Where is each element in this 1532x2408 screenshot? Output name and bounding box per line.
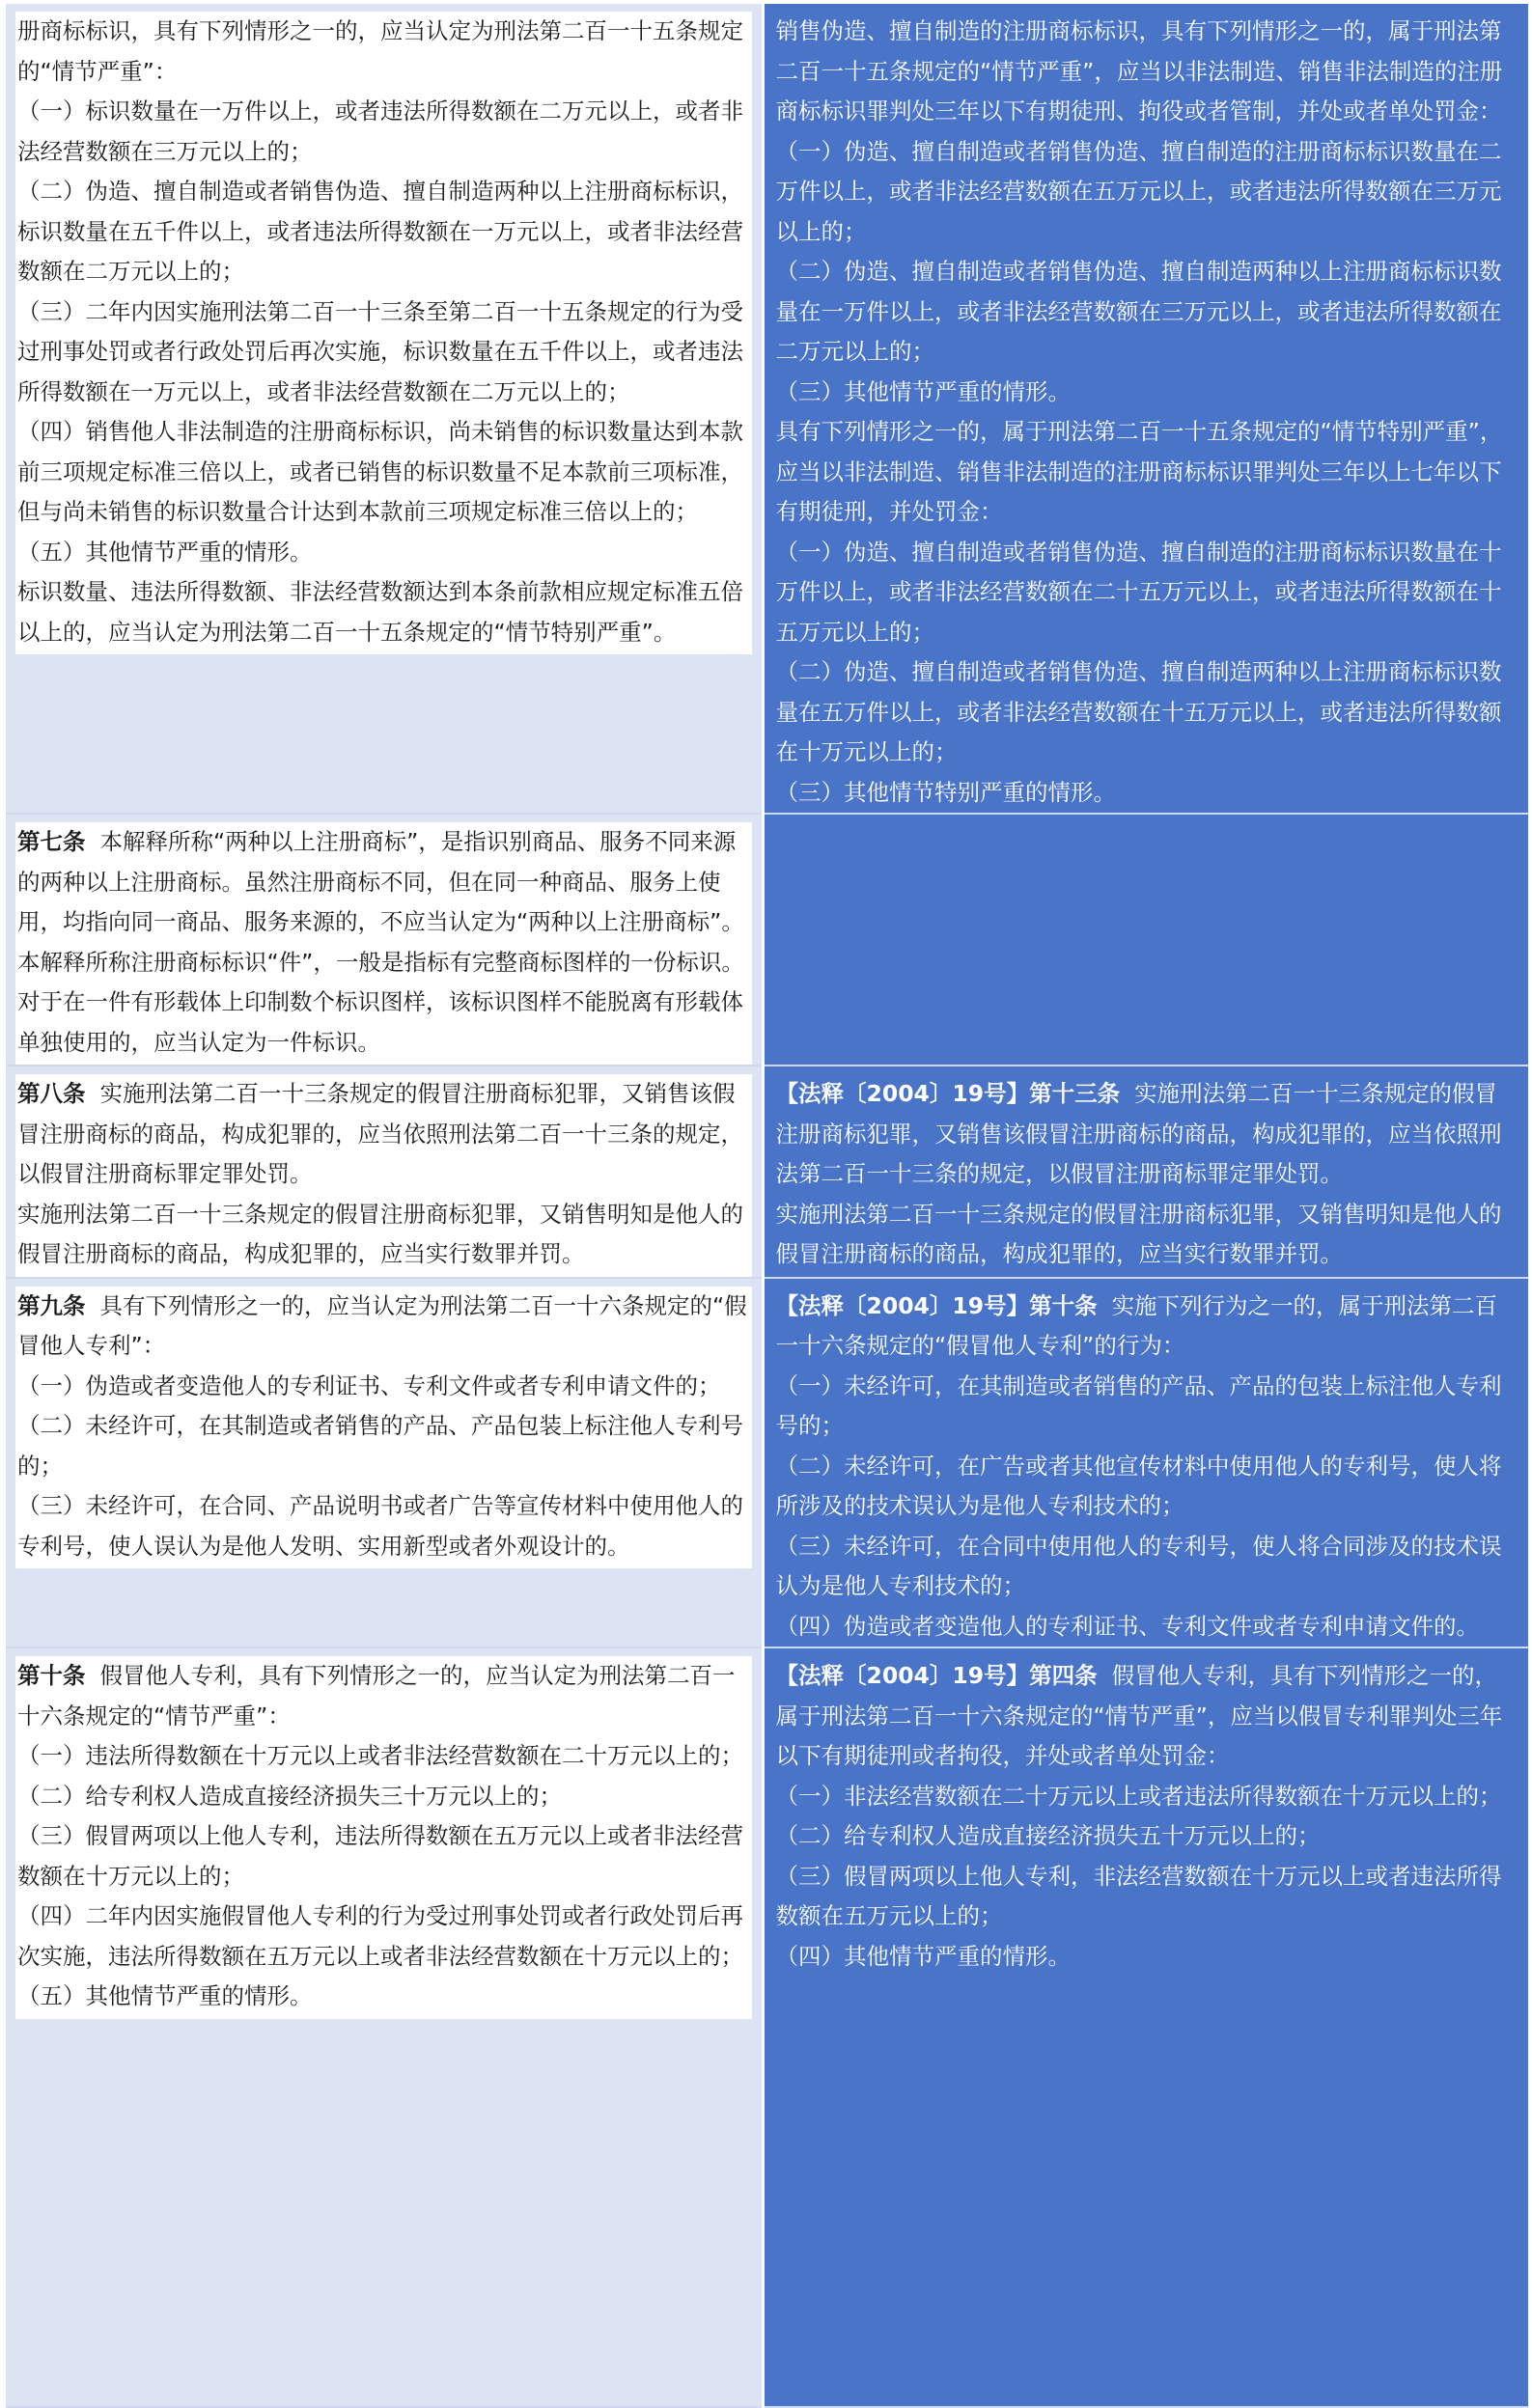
right-paragraph: （四）伪造或者变造他人的专利证书、专利文件或者专利申请文件的。: [775, 1612, 1479, 1640]
right-paragraph: （二）伪造、擅自制造或者销售伪造、擅自制造两种以上注册商标标识数量在一万件以上，或者非法经营数额在三万元以上，或者违法所得数额在二万元以上的；: [775, 258, 1502, 365]
table-row: [6, 1066, 1528, 1278]
article-number: 第十条: [17, 1662, 86, 1689]
left-paragraph: [15, 1287, 752, 1367]
source-citation: 【法释〔2004〕19号】第十三条: [775, 1080, 1121, 1107]
left-paragraph: （一）标识数量在一万件以上，或者违法所得数额在二万元以上，或者非法经营数额在三万元以上的；: [15, 92, 752, 172]
right-paragraph: （三）未经许可，在合同中使用他人的专利号，使人将合同涉及的技术误认为是他人专利技术的；: [775, 1532, 1502, 1599]
left-paragraph: [15, 822, 752, 943]
right-paragraph: （一）非法经营数额在二十万元以上或者违法所得数额在十万元以上的；: [775, 1782, 1502, 1810]
right-paragraph: （一）未经许可，在其制造或者销售的产品、产品的包装上标注他人专利号的；: [775, 1371, 1502, 1439]
right-cell: [763, 1066, 1528, 1278]
right-paragraph: [776, 1656, 1518, 1777]
article-number: 第七条: [17, 828, 86, 855]
left-paragraph: （一）伪造或者变造他人的专利证书、专利文件或者专利申请文件的；: [15, 1367, 752, 1407]
left-paragraph: （二）给专利权人造成直接经济损失三十万元以上的；: [15, 1777, 752, 1817]
table-row: [6, 1278, 1528, 1648]
right-paragraph: （三）其他情节特别严重的情形。: [775, 778, 1116, 806]
left-paragraph: 本解释所称注册商标标识“件”，一般是指标有完整商标图样的一份标识。对于在一件有形载体上印制数个标识图样，该标识图样不能脱离有形载体单独使用的，应当认定为一件标识。: [15, 943, 752, 1066]
right-paragraph: （一）伪造、擅自制造或者销售伪造、擅自制造的注册商标标识数量在二万件以上，或者非法经营数额在五万元以上，或者违法所得数额在三万元以上的；: [775, 137, 1502, 245]
left-paragraph: （二）未经许可，在其制造或者销售的产品、产品包装上标注他人专利号的；: [15, 1406, 752, 1486]
article-text: 实施刑法第二百一十三条规定的假冒注册商标犯罪，又销售该假冒注册商标的商品，构成犯罪的，应当依照刑法第二百一十三条的规定，以假冒注册商标罪定罪处罚。: [17, 1080, 743, 1187]
table-row: [6, 1647, 1528, 2407]
left-cell: [6, 4, 763, 814]
article-text: 实施刑法第二百一十三条规定的假冒注册商标犯罪，又销售该假冒注册商标的商品，构成犯罪的，应当依照刑法第二百一十三条的规定，以假冒注册商标罪定罪处罚。: [775, 1080, 1502, 1187]
comparison-table: [6, 4, 1528, 2408]
article-text: 假冒他人专利，具有下列情形之一的，属于刑法第二百一十六条规定的“情节严重”，应当以假冒专利罪判处三年以下有期徒刑或者拘役，并处或者单处罚金：: [775, 1662, 1503, 1769]
right-paragraph: （二）伪造、擅自制造或者销售伪造、擅自制造两种以上注册商标标识数量在五万件以上，或者非法经营数额在十五万元以上，或者违法所得数额在十万元以上的；: [775, 658, 1502, 765]
left-paragraph: 册商标标识，具有下列情形之一的，应当认定为刑法第二百一十五条规定的“情节严重”：: [15, 12, 752, 92]
right-paragraph: （四）其他情节严重的情形。: [775, 1942, 1071, 1970]
left-paragraph: （三）二年内因实施刑法第二百一十三条至第二百一十五条规定的行为受过刑事处罚或者行政处罚后再次实施，标识数量在五千件以上，或者违法所得数额在一万元以上，或者非法经营数额在二万元以上的；: [15, 292, 752, 413]
article-text: 本解释所称“两种以上注册商标”，是指识别商品、服务不同来源的两种以上注册商标。虽然注册商标不同，但在同一种商品、服务上使用，均指向同一商品、服务来源的，不应当认定为“两种以上注册商标”。: [17, 828, 744, 935]
left-paragraph: 实施刑法第二百一十三条规定的假冒注册商标犯罪，又销售明知是他人的假冒注册商标的商品，构成犯罪的，应当实行数罪并罚。: [15, 1195, 752, 1277]
left-paragraph: （三）未经许可，在合同、产品说明书或者广告等宣传材料中使用他人的专利号，使人误认为是他人发明、实用新型或者外观设计的。: [15, 1486, 752, 1568]
right-paragraph: [776, 1287, 1518, 1367]
left-paragraph: （一）违法所得数额在十万元以上或者非法经营数额在二十万元以上的；: [15, 1736, 752, 1777]
source-citation: 【法释〔2004〕19号】第四条: [775, 1662, 1098, 1689]
left-cell: [6, 1278, 763, 1648]
right-paragraph: （三）其他情节严重的情形。: [775, 377, 1071, 405]
right-paragraph: （二）给专利权人造成直接经济损失五十万元以上的；: [775, 1822, 1321, 1849]
right-paragraph: （三）假冒两项以上他人专利，非法经营数额在十万元以上或者违法所得数额在五万元以上的；: [775, 1862, 1502, 1929]
right-paragraph: （二）未经许可，在广告或者其他宣传材料中使用他人的专利号，使人将所涉及的技术误认为是他人专利技术的；: [775, 1452, 1502, 1519]
article-number: 第八条: [17, 1080, 86, 1107]
left-cell: [6, 1647, 763, 2407]
right-cell: [763, 814, 1528, 1066]
left-paragraph: 标识数量、违法所得数额、非法经营数额达到本条前款相应规定标准五倍以上的，应当认定为刑法第二百一十五条规定的“情节特别严重”。: [15, 572, 752, 654]
left-cell: [6, 814, 763, 1066]
right-paragraph: 实施刑法第二百一十三条规定的假冒注册商标犯罪，又销售明知是他人的假冒注册商标的商品，构成犯罪的，应当实行数罪并罚。: [775, 1200, 1502, 1267]
left-paragraph: （五）其他情节严重的情形。: [15, 1977, 752, 2019]
left-paragraph: [15, 1074, 752, 1195]
left-paragraph: （三）假冒两项以上他人专利，违法所得数额在五万元以上或者非法经营数额在十万元以上的；: [15, 1816, 752, 1896]
article-number: 第九条: [17, 1291, 86, 1319]
right-paragraph: [776, 1074, 1518, 1195]
left-paragraph: （四）销售他人非法制造的注册商标标识，尚未销售的标识数量达到本款前三项规定标准三倍以上，或者已销售的标识数量不足本款前三项标准，但与尚未销售的标识数量合计达到本款前三项规定标准三倍以上的；: [15, 412, 752, 533]
right-cell: [763, 1647, 1528, 2407]
article-text: 具有下列情形之一的，应当认定为刑法第二百一十六条规定的“假冒他人专利”：: [17, 1291, 747, 1359]
left-paragraph: （五）其他情节严重的情形。: [15, 533, 752, 573]
table-row: [6, 814, 1528, 1066]
right-cell: [763, 1278, 1528, 1648]
right-paragraph: 销售伪造、擅自制造的注册商标标识，具有下列情形之一的，属于刑法第二百一十五条规定的“情节严重”，应当以非法制造、销售非法制造的注册商标标识罪判处三年以下有期徒刑、拘役或者管制，并处或者单处罚金：: [775, 17, 1503, 125]
right-paragraph: （一）伪造、擅自制造或者销售伪造、擅自制造的注册商标标识数量在十万件以上，或者非法经营数额在二十五万元以上，或者违法所得数额在十五万元以上的；: [775, 538, 1502, 646]
left-paragraph: [15, 1656, 752, 1736]
right-cell: [763, 4, 1528, 814]
left-paragraph: （四）二年内因实施假冒他人专利的行为受过刑事处罚或者行政处罚后再次实施，违法所得数额在五万元以上或者非法经营数额在十万元以上的；: [15, 1896, 752, 1977]
source-citation: 【法释〔2004〕19号】第十条: [775, 1291, 1098, 1319]
article-text: 假冒他人专利，具有下列情形之一的，应当认定为刑法第二百一十六条规定的“情节严重”：: [17, 1662, 736, 1730]
right-paragraph: 具有下列情形之一的，属于刑法第二百一十五条规定的“情节特别严重”，应当以非法制造、销售非法制造的注册商标标识罪判处三年以上七年以下有期徒刑，并处罚金：: [775, 418, 1503, 525]
left-cell: [6, 1066, 763, 1278]
left-paragraph: （二）伪造、擅自制造或者销售伪造、擅自制造两种以上注册商标标识，标识数量在五千件以上，或者违法所得数额在一万元以上，或者非法经营数额在二万元以上的；: [15, 172, 752, 292]
article-text: 实施下列行为之一的，属于刑法第二百一十六条规定的“假冒他人专利”的行为：: [775, 1291, 1498, 1359]
table-row: [6, 4, 1528, 814]
